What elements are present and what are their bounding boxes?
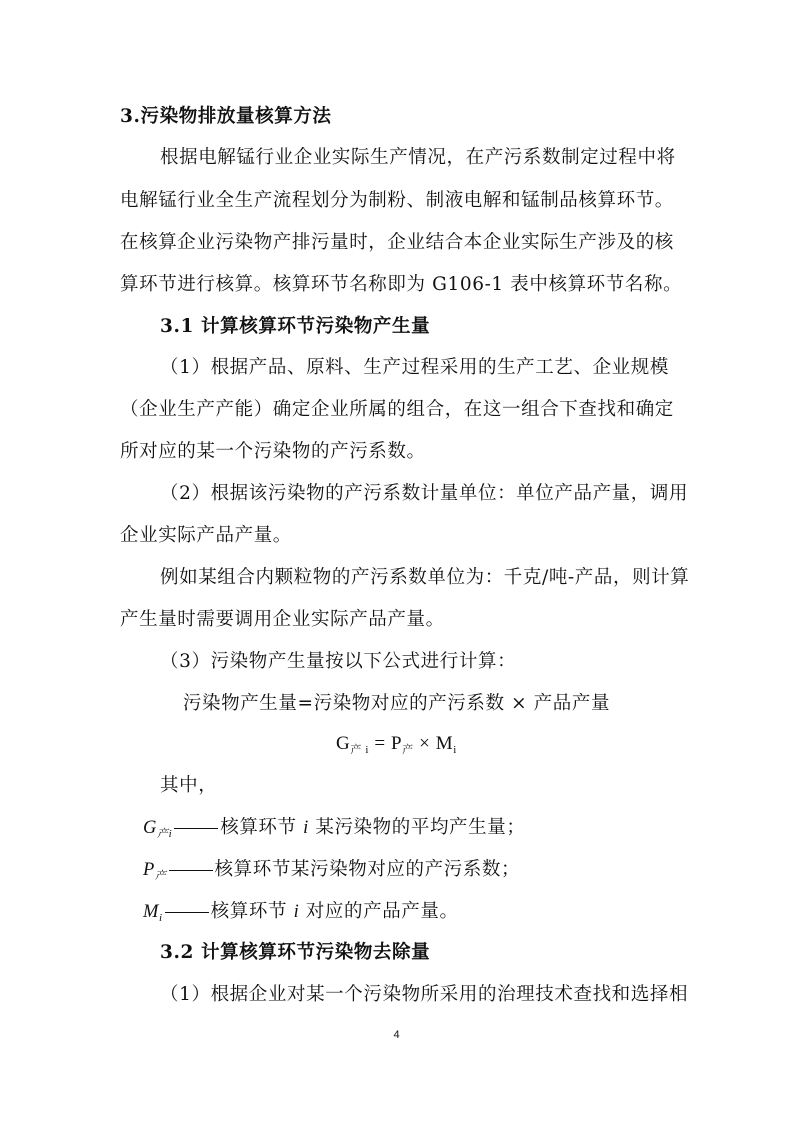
- paragraph-line: （3）污染物产生量按以下公式进行计算：: [160, 651, 517, 672]
- dash-line: [174, 828, 218, 829]
- formula: $G_{产 i} = P_产 \times M_i$: [336, 733, 457, 756]
- dash-line: [169, 870, 213, 871]
- paragraph-line: 企业实际产品产量。: [120, 525, 292, 546]
- paragraph-line: 电解锰行业全生产流程划分为制粉、制液电解和锰制品核算环节。: [120, 190, 674, 211]
- definition-m: $M_i$ 核算环节 i 对应的产品产量。: [143, 901, 459, 924]
- definition-g: $G_{产i}$ 核算环节 i 某污染物的平均产生量；: [143, 817, 526, 840]
- formula-text: 污染物产生量=污染物对应的产污系数 × 产品产量: [182, 693, 611, 714]
- paragraph-line: 例如某组合内颗粒物的产污系数单位为：千克/吨-产品，则计算: [160, 567, 690, 588]
- heading-3: 3.污染物排放量核算方法: [120, 106, 332, 127]
- where-label: 其中，: [160, 775, 218, 796]
- paragraph-line: 算环节进行核算。核算环节名称即为 G106-1 表中核算环节名称。: [120, 274, 683, 295]
- paragraph-line: 在核算企业污染物产排污量时，企业结合本企业实际生产涉及的核: [120, 232, 674, 253]
- paragraph-line: （1）根据产品、原料、生产过程采用的生产工艺、企业规模: [160, 357, 669, 378]
- heading-3-2: 3.2 计算核算环节污染物去除量: [160, 942, 431, 963]
- definition-p: $P_产$ 核算环节某污染物对应的产污系数；: [143, 859, 521, 882]
- paragraph-line: 根据电解锰行业企业实际生产情况，在产污系数制定过程中将: [160, 147, 676, 168]
- paragraph-line: （企业生产产能）确定企业所属的组合，在这一组合下查找和确定: [120, 399, 674, 420]
- paragraph-line: （1）根据企业对某一个污染物所采用的治理技术查找和选择相: [160, 984, 689, 1005]
- paragraph-line: （2）根据该污染物的产污系数计量单位：单位产品产量，调用: [160, 483, 689, 504]
- dash-line: [165, 912, 209, 913]
- page-number: 4: [393, 1029, 400, 1041]
- paragraph-line: 产生量时需要调用企业实际产品产量。: [120, 609, 445, 630]
- paragraph-line: 所对应的某一个污染物的产污系数。: [120, 441, 426, 462]
- heading-3-1: 3.1 计算核算环节污染物产生量: [160, 316, 431, 337]
